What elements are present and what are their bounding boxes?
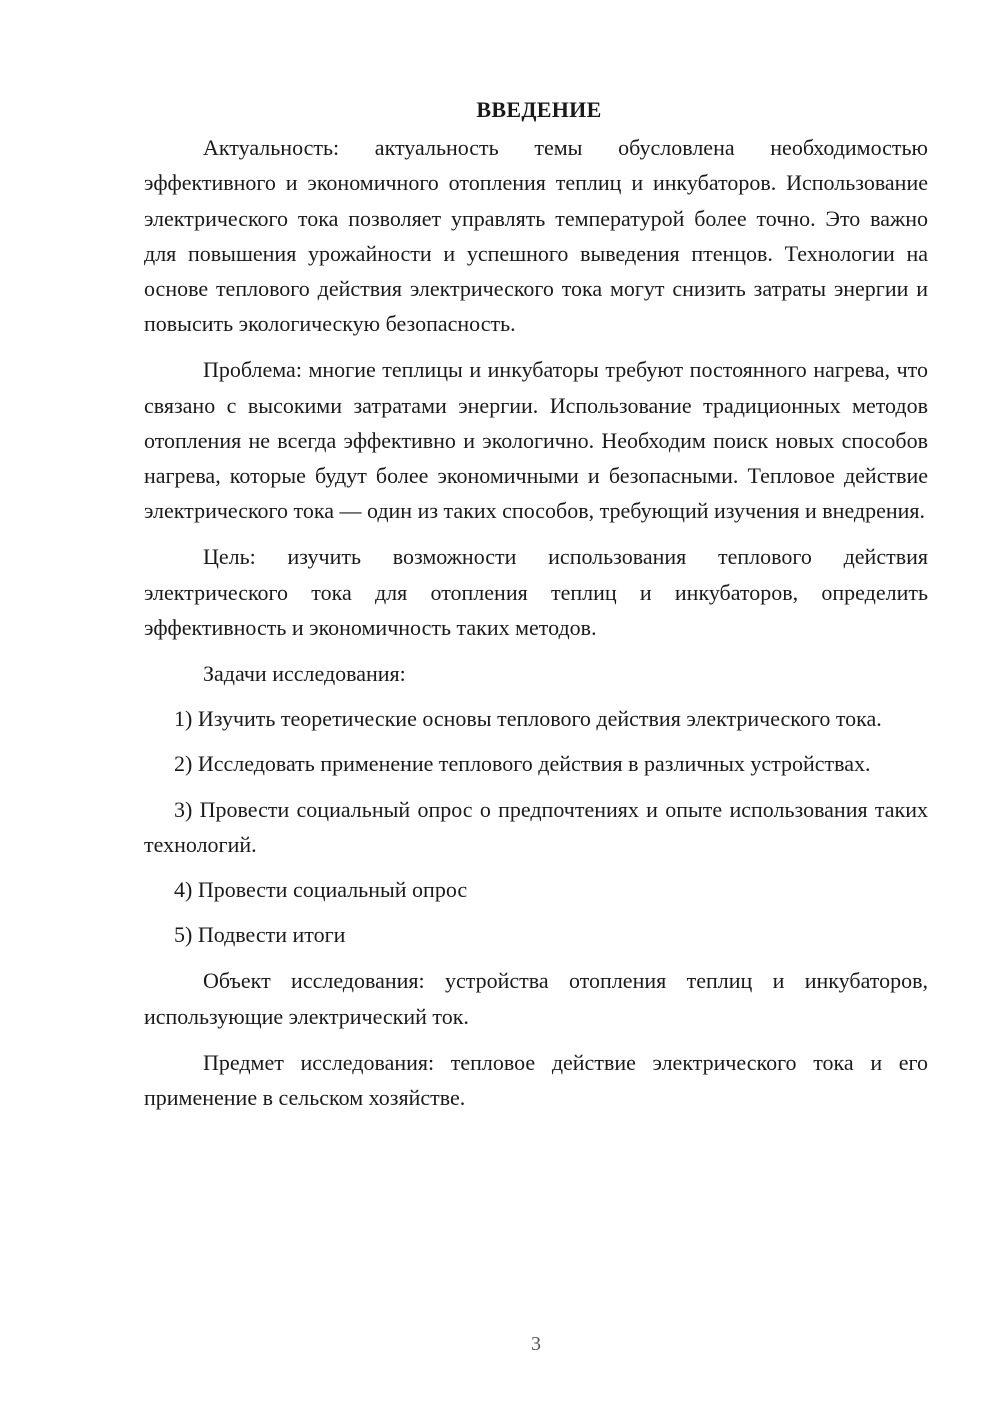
- task-item-5: 5) Подвести итоги: [174, 922, 346, 948]
- paragraph-goal: Цель: изучить возможности использования теплового действия электрического тока для отопления теплиц и инкубаторов, определить эффективность и экономичность таких методов.: [144, 544, 928, 640]
- paragraph-object: Объект исследования: устройства отопления теплиц и инкубаторов, использующие электрический ток.: [144, 968, 928, 1029]
- task-item-2: 2) Исследовать применение теплового действия в различных устройствах.: [174, 751, 871, 777]
- section-title: ВВЕДЕНИЕ: [476, 97, 602, 122]
- page-number: 3: [531, 1333, 541, 1355]
- task-item-3: 3) Провести социальный опрос о предпочтениях и опыте использования таких технологий.: [144, 796, 928, 857]
- paragraph-relevance: Актуальность: актуальность темы обусловлена необходимостью эффективного и экономичного отопления теплиц и инкубаторов. Использование электрического тока позволяет управлять температурой более точно. Это важно для повышения урожайности и успешного выведения птенцов. Технологии на основе теплового действия электрического тока могут снизить затраты энергии и повысить экологическую безопасность.: [144, 135, 928, 337]
- task-item-4: 4) Провести социальный опрос: [174, 877, 468, 903]
- page-content: [144, 92, 928, 1115]
- tasks-heading: Задачи исследования:: [203, 661, 406, 687]
- task-item-1: 1) Изучить теоретические основы теплового действия электрического тока.: [174, 706, 882, 732]
- paragraph-subject: Предмет исследования: тепловое действие электрического тока и его применение в сельском хозяйстве.: [144, 1049, 928, 1111]
- paragraph-problem: Проблема: многие теплицы и инкубаторы требуют постоянного нагрева, что связано с высокими затратами энергии. Использование традиционных методов отопления не всегда эффективно и экологично. Необходим поиск новых способов нагрева, которые будут более экономичными и безопасными. Тепловое действие электрического тока — один из таких способов, требующий изучения и внедрения.: [144, 357, 928, 524]
